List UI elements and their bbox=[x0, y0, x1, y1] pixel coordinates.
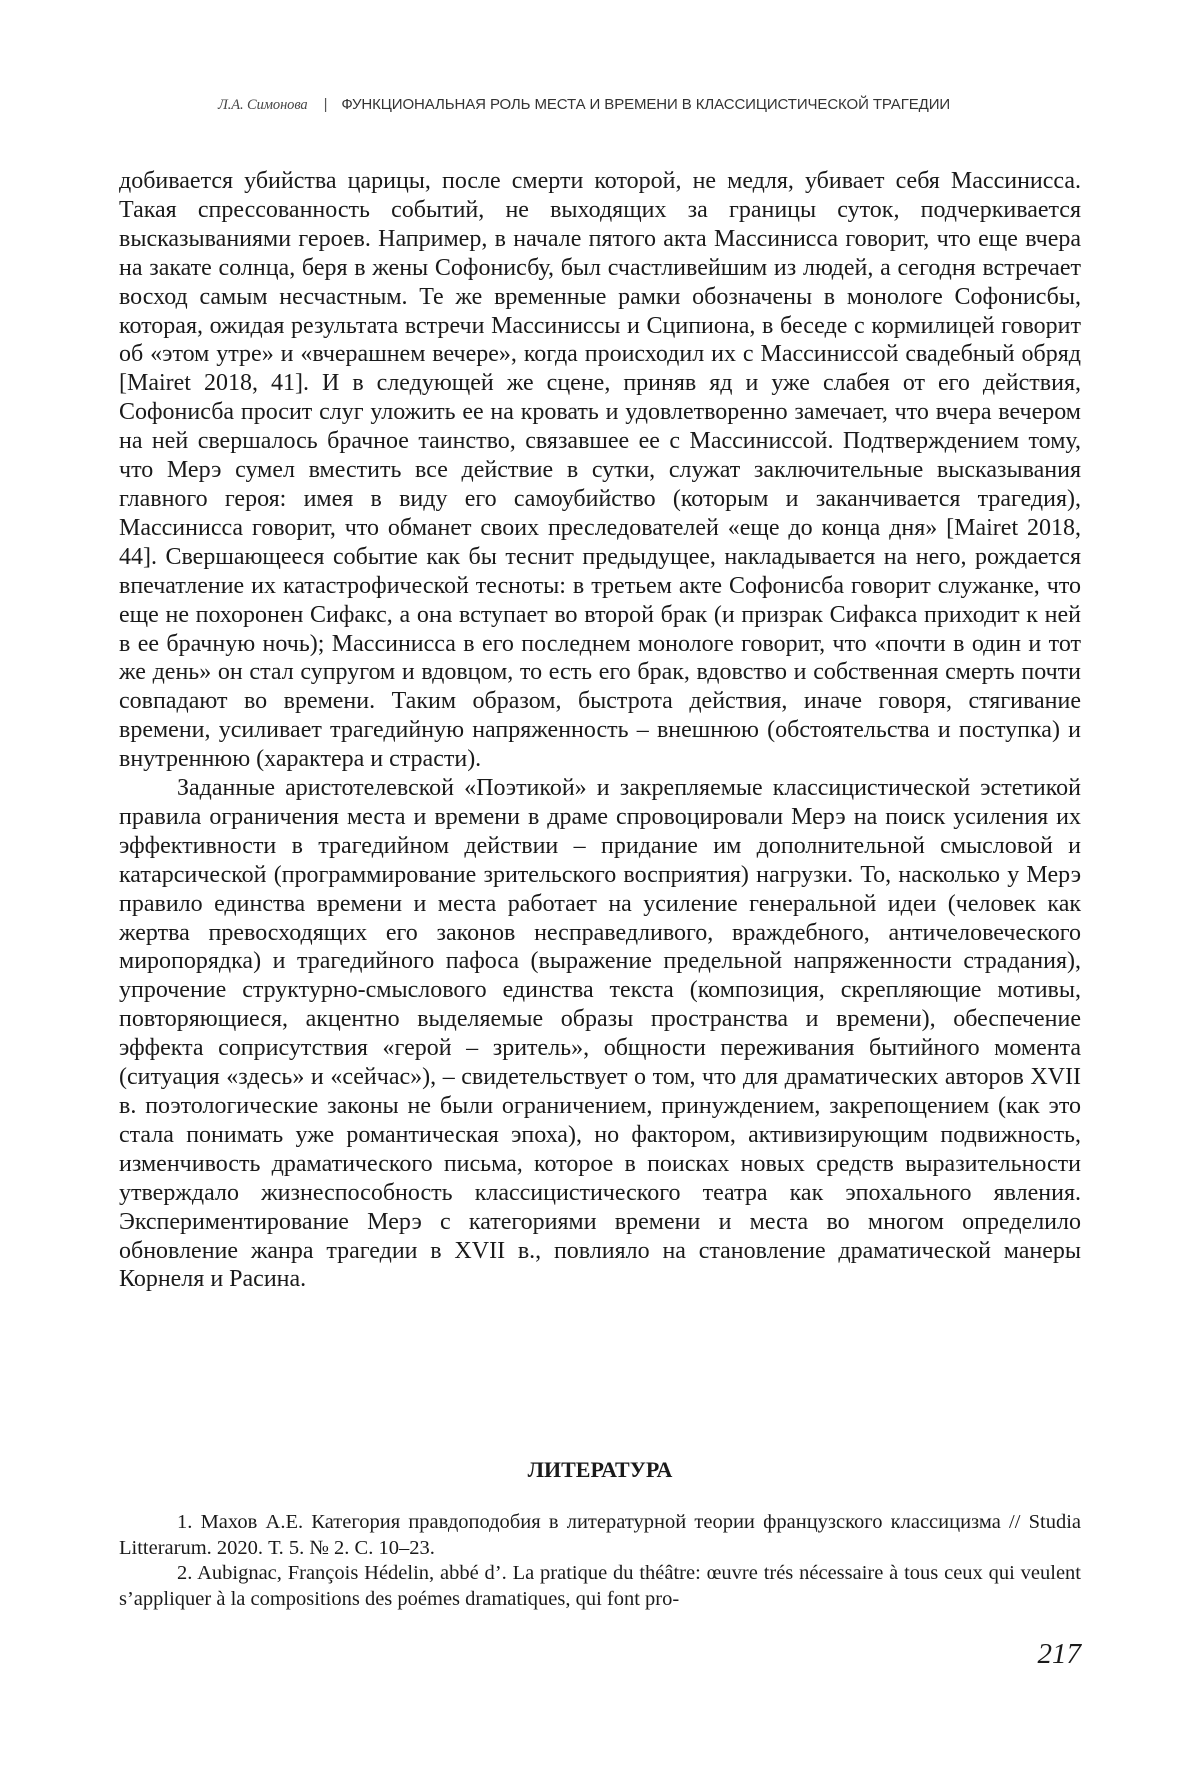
body-text bbox=[119, 167, 1081, 1294]
references-heading: ЛИТЕРАТУРА bbox=[527, 1457, 673, 1482]
reference-item-2: 2. Aubignac, François Hédelin, abbé d’. La pratique du théâtre: œuvre trés nécessaire à tous ceux qui veulent s’appliquer à la compositions des poémes dramatiques, qui font pro- bbox=[119, 1562, 1081, 1610]
reference-item-1: 1. Махов А.Е. Категория правдоподобия в литературной теории французского классицизма // Studia Litterarum. 2020. Т. 5. № 2. С. 10–23. bbox=[119, 1511, 1081, 1559]
running-head-title: ФУНКЦИОНАЛЬНАЯ РОЛЬ МЕСТА И ВРЕМЕНИ В КЛАССИЦИСТИЧЕСКОЙ ТРАГЕДИИ bbox=[341, 96, 951, 113]
body-paragraph-1: добивается убийства царицы, после смерти которой, не медля, убивает себя Массинисса. Такая спрессованность событий, не выходящих за границы суток, подчеркивается высказываниями героев. Например, в начале пятого акта Массинисса говорит, что еще вчера на закате солнца, беря в жены Софонисбу, был счастливейшим из людей, а сегодня встречает восход самым несчастным. Те же временные рамки обозначены в монологе Софонисбы, которая, ожидая результата встречи Массиниссы и Сципиона, в беседе с кормилицей говорит об «этом утре» и «вчерашнем вечере», когда происходил их с Массиниссой свадебный обряд [Mairet 2018, 41]. И в следующей же сцене, приняв яд и уже слабея от его действия, Софонисба просит слуг уложить ее на кровать и удовлетворенно замечает, что вчера вечером на ней свершалось брачное таинство, связавшее ее с Массиниссой. Подтверждением тому, что Мерэ сумел вместить все действие в сутки, служат заключительные высказывания главного героя: имея в виду его самоубийство (которым и заканчивается трагедия), Массинисса говорит, что обманет своих преследователей «еще до конца дня» [Mairet 2018, 44]. Свершающееся событие как бы теснит предыдущее, накладывается на него, рождается впечатление их катастрофической тесноты: в третьем акте Софонисба говорит служанке, что еще не похоронен Сифакс, а она вступает во второй брак (и призрак Сифакса приходит к ней в ее брачную ночь); Массинисса в его последнем монологе говорит, что «почти в один и тот же день» он стал супругом и вдовцом, то есть его брак, вдовство и собственная смерть почти совпадают во времени. Таким образом, быстрота действия, иначе говоря, стягивание времени, усиливает трагедийную напряженность – внешнюю (обстоятельства и поступка) и внутреннюю (характера и страсти). bbox=[119, 168, 1081, 773]
running-head-separator: | bbox=[323, 96, 328, 113]
running-head-author: Л.А. Симонова bbox=[218, 97, 308, 113]
running-head bbox=[218, 94, 1080, 116]
references-list bbox=[119, 1510, 1081, 1612]
page-number: 217 bbox=[1037, 1638, 1081, 1670]
body-paragraph-2: Заданные аристотелевской «Поэтикой» и закрепляемые классицистической эстетикой правила ограничения места и времени в драме спровоцировали Мерэ на поиск усиления их эффективности в трагедийном действии – придание им дополнительной смысловой и катарсической (программирование зрительского восприятия) нагрузки. То, насколько у Мерэ правило единства времени и места работает на усиление генеральной идеи (человек как жертва превосходящих его законов несправедливого, враждебного, античеловеческого миропорядка) и трагедийного пафоса (выражение предельной напряженности страдания), упрочение структурно-смыслового единства текста (композиция, скрепляющие мотивы, повторяющиеся, акцентно выделяемые образы пространства и времени), обеспечение эффекта соприсутствия «герой – зритель», общности переживания бытийного момента (ситуация «здесь» и «сейчас»), – свидетельствует о том, что для драматических авторов XVII в. поэтологические законы не были ограничением, принуждением, закрепощением (как это стала понимать уже романтическая эпоха), но фактором, активизирующим подвижность, изменчивость драматического письма, которое в поисках новых средств выразительности утверждало жизнеспособность классицистического театра как эпохального явления. Экспериментирование Мерэ с категориями времени и места во многом определило обновление жанра трагедии в XVII в., повлияло на становление драматической манеры Корнеля и Расина. bbox=[119, 775, 1081, 1293]
